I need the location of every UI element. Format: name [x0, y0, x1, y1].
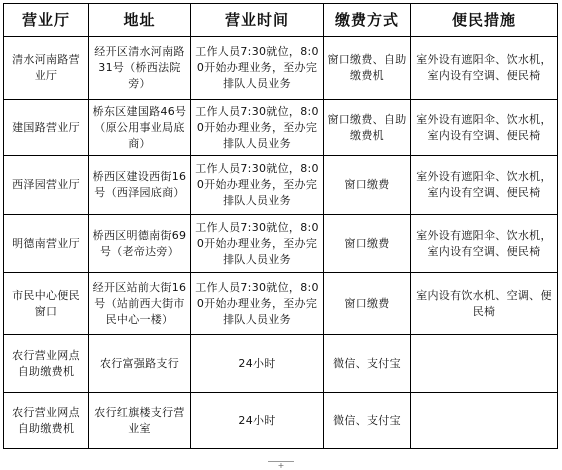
payment-cell — [324, 37, 411, 100]
payment-cell — [324, 156, 411, 215]
measures-text: 室外设有遮阳伞、饮水机，室内设有空调、便民椅 — [416, 228, 552, 258]
hall-name: 建国路营业厅 — [12, 120, 80, 134]
hours-cell — [191, 100, 324, 156]
hall-name: 市民中心便民窗口 — [12, 288, 80, 318]
measures-text: 室内设有饮水机、空调、便民椅 — [416, 288, 552, 318]
hall-cell — [4, 100, 89, 156]
payment-text: 窗口缴费 — [344, 236, 390, 250]
hours-text: 工作人员7:30就位，8:00开始办理业务，至办完排队人员业务 — [195, 162, 319, 207]
hall-name: 明德南营业厅 — [12, 236, 80, 250]
measures-text: 室外设有遮阳伞、饮水机，室内设有空调、便民椅 — [416, 112, 552, 142]
address-cell — [89, 393, 191, 449]
hall-cell — [4, 273, 89, 335]
hall-cell — [4, 156, 89, 215]
hours-text: 24小时 — [238, 356, 276, 370]
table-row — [4, 393, 558, 449]
address-text: 桥西区明德南街69号（老帝达旁） — [92, 228, 187, 258]
hours-cell — [191, 273, 324, 335]
measures-cell — [411, 215, 558, 273]
hall-cell — [4, 393, 89, 449]
payment-cell — [324, 393, 411, 449]
table-row — [4, 100, 558, 156]
measures-cell — [411, 100, 558, 156]
hours-cell — [191, 37, 324, 100]
table-row — [4, 215, 558, 273]
payment-text: 窗口缴费、自助缴费机 — [327, 112, 407, 142]
hours-cell — [191, 335, 324, 393]
hours-cell — [191, 393, 324, 449]
header-hall: 营业厅 — [4, 4, 89, 37]
payment-cell — [324, 335, 411, 393]
address-cell — [89, 335, 191, 393]
address-text: 经开区站前大街16号（站前西大街市民中心一楼） — [92, 280, 187, 326]
hours-text: 工作人员7:30就位，8:00开始办理业务，至办完排队人员业务 — [195, 280, 319, 326]
address-cell — [89, 273, 191, 335]
payment-text: 微信、支付宝 — [333, 356, 401, 370]
service-hall-table — [3, 3, 558, 449]
measures-cell — [411, 273, 558, 335]
measures-text: 室外设有遮阳伞、饮水机，室内设有空调、便民椅 — [416, 53, 552, 82]
hall-name: 农行营业网点自助缴费机 — [12, 405, 80, 435]
table-move-handle[interactable]: + — [268, 461, 294, 470]
hours-text: 工作人员7:30就位，8:00开始办理业务，至办完排队人员业务 — [195, 45, 319, 90]
header-address: 地址 — [89, 4, 191, 37]
payment-cell — [324, 215, 411, 273]
payment-cell — [324, 273, 411, 335]
hours-text: 工作人员7:30就位，8:00开始办理业务，至办完排队人员业务 — [195, 220, 319, 266]
table-wrapper — [3, 3, 558, 449]
hall-cell — [4, 37, 89, 100]
hours-text: 24小时 — [238, 413, 276, 427]
hours-cell — [191, 215, 324, 273]
hall-name: 清水河南路营业厅 — [12, 53, 80, 82]
address-cell — [89, 100, 191, 156]
measures-cell — [411, 335, 558, 393]
header-hours: 营业时间 — [191, 4, 324, 37]
table-row — [4, 37, 558, 100]
measures-text: 室外设有遮阳伞、饮水机，室内设有空调、便民椅 — [416, 170, 552, 199]
table-row — [4, 335, 558, 393]
table-row — [4, 156, 558, 215]
address-text: 桥西区建设西街16号（西泽园底商） — [92, 170, 187, 199]
table-header-row — [4, 4, 558, 37]
address-cell — [89, 37, 191, 100]
hall-cell — [4, 215, 89, 273]
table-row — [4, 273, 558, 335]
address-text: 农行红旗楼支行营业室 — [94, 405, 185, 435]
measures-cell — [411, 156, 558, 215]
hours-cell — [191, 156, 324, 215]
hours-text: 工作人员7:30就位，8:00开始办理业务，至办完排队人员业务 — [195, 104, 319, 150]
hall-name: 西泽园营业厅 — [12, 178, 80, 191]
header-measures: 便民措施 — [411, 4, 558, 37]
hall-cell — [4, 335, 89, 393]
payment-text: 窗口缴费、自助缴费机 — [327, 53, 407, 82]
payment-text: 微信、支付宝 — [333, 413, 401, 427]
header-payment: 缴费方式 — [324, 4, 411, 37]
measures-cell — [411, 393, 558, 449]
payment-text: 窗口缴费 — [344, 296, 390, 310]
address-cell — [89, 215, 191, 273]
measures-cell — [411, 37, 558, 100]
payment-text: 窗口缴费 — [344, 178, 390, 191]
address-text: 农行富强路支行 — [99, 356, 180, 370]
address-text: 桥东区建国路46号（原公用事业局底商） — [92, 104, 187, 150]
address-text: 经开区清水河南路31号（桥西法院旁） — [94, 45, 185, 90]
hall-name: 农行营业网点自助缴费机 — [12, 348, 80, 378]
address-cell — [89, 156, 191, 215]
payment-cell — [324, 100, 411, 156]
